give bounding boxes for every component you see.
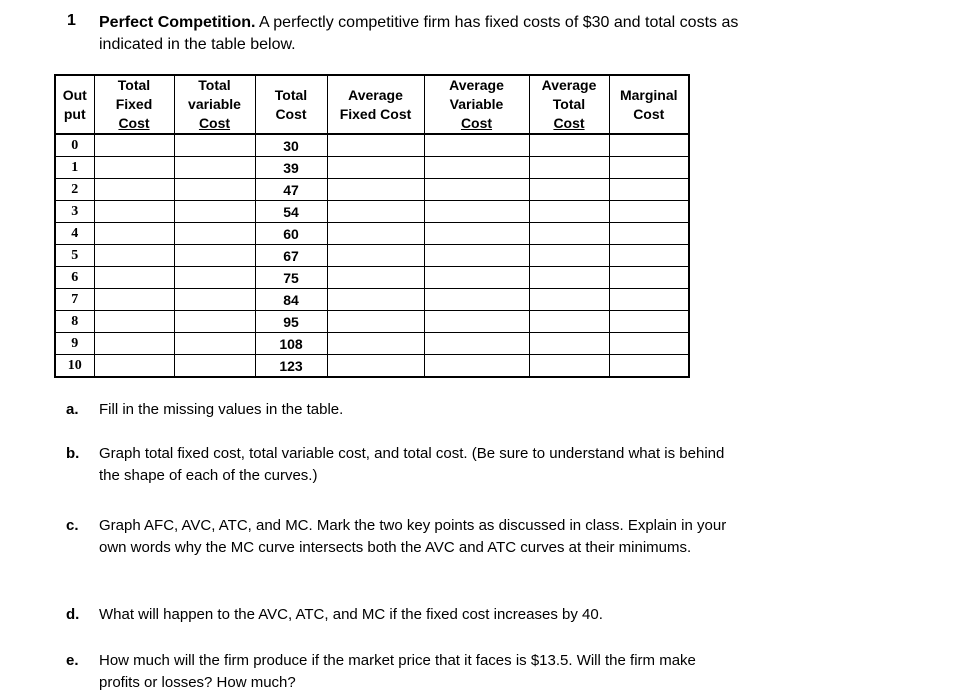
average-variable-cost-cell (424, 179, 529, 201)
average-variable-cost-cell (424, 223, 529, 245)
total-variable-cost-cell (174, 134, 255, 157)
average-total-cost-cell (529, 201, 609, 223)
table-header-row (55, 75, 689, 134)
average-variable-cost-cell (424, 289, 529, 311)
total-fixed-cost-cell (94, 333, 174, 355)
output-cell: 9 (55, 333, 94, 355)
average-variable-cost-cell (424, 201, 529, 223)
output-cell: 8 (55, 311, 94, 333)
average-total-cost-cell (529, 223, 609, 245)
table-row (55, 201, 689, 223)
part-a-text: Fill in the missing values in the table. (99, 401, 344, 418)
total-cost-cell: 108 (255, 333, 327, 355)
average-total-cost-cell (529, 157, 609, 179)
average-variable-cost-cell (424, 333, 529, 355)
header-total-cost: Total Cost (255, 75, 327, 134)
average-fixed-cost-cell (327, 311, 424, 333)
total-fixed-cost-cell (94, 355, 174, 378)
cost-table (54, 74, 690, 378)
average-variable-cost-cell (424, 245, 529, 267)
average-fixed-cost-cell (327, 333, 424, 355)
part-e-text: How much will the firm produce if the market price that it faces is $13.5. Will the firm make profits or losses? How much? (99, 652, 696, 691)
table-row (55, 355, 689, 378)
total-variable-cost-cell (174, 157, 255, 179)
part-e-label: e. (66, 652, 79, 669)
output-cell: 1 (55, 157, 94, 179)
table-row (55, 311, 689, 333)
average-variable-cost-cell (424, 267, 529, 289)
part-b-label: b. (66, 445, 80, 462)
table-row (55, 223, 689, 245)
output-cell: 5 (55, 245, 94, 267)
total-fixed-cost-cell (94, 223, 174, 245)
table-row (55, 157, 689, 179)
average-total-cost-cell (529, 179, 609, 201)
total-variable-cost-cell (174, 289, 255, 311)
header-total-variable-cost: Total variable Cost (174, 75, 255, 134)
total-cost-cell: 47 (255, 179, 327, 201)
total-variable-cost-cell (174, 223, 255, 245)
total-cost-cell: 95 (255, 311, 327, 333)
part-a-label: a. (66, 401, 79, 418)
total-fixed-cost-cell (94, 157, 174, 179)
marginal-cost-cell (609, 267, 689, 289)
table-row (55, 245, 689, 267)
total-cost-cell: 123 (255, 355, 327, 378)
header-average-variable-cost: Average Variable Cost (424, 75, 529, 134)
marginal-cost-cell (609, 223, 689, 245)
table-row (55, 267, 689, 289)
output-cell: 0 (55, 134, 94, 157)
average-total-cost-cell (529, 245, 609, 267)
marginal-cost-cell (609, 157, 689, 179)
header-marginal-cost: Marginal Cost (609, 75, 689, 134)
total-variable-cost-cell (174, 333, 255, 355)
total-cost-cell: 75 (255, 267, 327, 289)
total-cost-cell: 30 (255, 134, 327, 157)
marginal-cost-cell (609, 179, 689, 201)
table-row (55, 289, 689, 311)
total-variable-cost-cell (174, 245, 255, 267)
average-total-cost-cell (529, 311, 609, 333)
total-fixed-cost-cell (94, 289, 174, 311)
output-cell: 3 (55, 201, 94, 223)
average-variable-cost-cell (424, 134, 529, 157)
average-fixed-cost-cell (327, 245, 424, 267)
total-cost-cell: 54 (255, 201, 327, 223)
table-row (55, 333, 689, 355)
part-d-text: What will happen to the AVC, ATC, and MC if the fixed cost increases by 40. (99, 606, 603, 623)
average-fixed-cost-cell (327, 223, 424, 245)
average-fixed-cost-cell (327, 157, 424, 179)
average-fixed-cost-cell (327, 179, 424, 201)
table-row (55, 134, 689, 157)
marginal-cost-cell (609, 245, 689, 267)
average-total-cost-cell (529, 134, 609, 157)
average-total-cost-cell (529, 289, 609, 311)
output-cell: 4 (55, 223, 94, 245)
part-c-label: c. (66, 517, 79, 534)
average-total-cost-cell (529, 333, 609, 355)
total-fixed-cost-cell (94, 245, 174, 267)
header-output: Out put (55, 75, 94, 134)
total-variable-cost-cell (174, 267, 255, 289)
total-cost-cell: 39 (255, 157, 327, 179)
total-variable-cost-cell (174, 179, 255, 201)
part-b-text: Graph total fixed cost, total variable cost, and total cost. (Be sure to understand what is behind the shape of each of the curves.) (99, 445, 725, 484)
average-fixed-cost-cell (327, 289, 424, 311)
question-title: Perfect Competition. (99, 14, 256, 31)
average-total-cost-cell (529, 267, 609, 289)
part-d-label: d. (66, 606, 80, 623)
output-cell: 6 (55, 267, 94, 289)
total-variable-cost-cell (174, 201, 255, 223)
marginal-cost-cell (609, 201, 689, 223)
output-cell: 2 (55, 179, 94, 201)
total-fixed-cost-cell (94, 201, 174, 223)
table-body (55, 134, 689, 377)
average-fixed-cost-cell (327, 201, 424, 223)
question-number: 1 (67, 12, 76, 29)
table-row (55, 179, 689, 201)
total-variable-cost-cell (174, 311, 255, 333)
average-variable-cost-cell (424, 355, 529, 378)
total-cost-cell: 60 (255, 223, 327, 245)
average-total-cost-cell (529, 355, 609, 378)
average-fixed-cost-cell (327, 134, 424, 157)
total-fixed-cost-cell (94, 267, 174, 289)
total-fixed-cost-cell (94, 311, 174, 333)
header-average-total-cost: Average Total Cost (529, 75, 609, 134)
question-intro-text: A perfectly competitive firm has fixed costs of $30 and total costs as indicated in the table below. (99, 14, 739, 53)
total-variable-cost-cell (174, 355, 255, 378)
marginal-cost-cell (609, 311, 689, 333)
total-fixed-cost-cell (94, 179, 174, 201)
average-variable-cost-cell (424, 311, 529, 333)
marginal-cost-cell (609, 289, 689, 311)
output-cell: 7 (55, 289, 94, 311)
total-cost-cell: 84 (255, 289, 327, 311)
total-fixed-cost-cell (94, 134, 174, 157)
average-fixed-cost-cell (327, 355, 424, 378)
marginal-cost-cell (609, 134, 689, 157)
average-variable-cost-cell (424, 157, 529, 179)
output-cell: 10 (55, 355, 94, 378)
total-cost-cell: 67 (255, 245, 327, 267)
header-total-fixed-cost: Total Fixed Cost (94, 75, 174, 134)
marginal-cost-cell (609, 355, 689, 378)
marginal-cost-cell (609, 333, 689, 355)
header-average-fixed-cost: Average Fixed Cost (327, 75, 424, 134)
part-c-text: Graph AFC, AVC, ATC, and MC. Mark the two key points as discussed in class. Explain in your own words why the MC curve intersects both the AVC and ATC curves at their minimums. (99, 517, 727, 556)
question-intro (99, 12, 739, 56)
average-fixed-cost-cell (327, 267, 424, 289)
